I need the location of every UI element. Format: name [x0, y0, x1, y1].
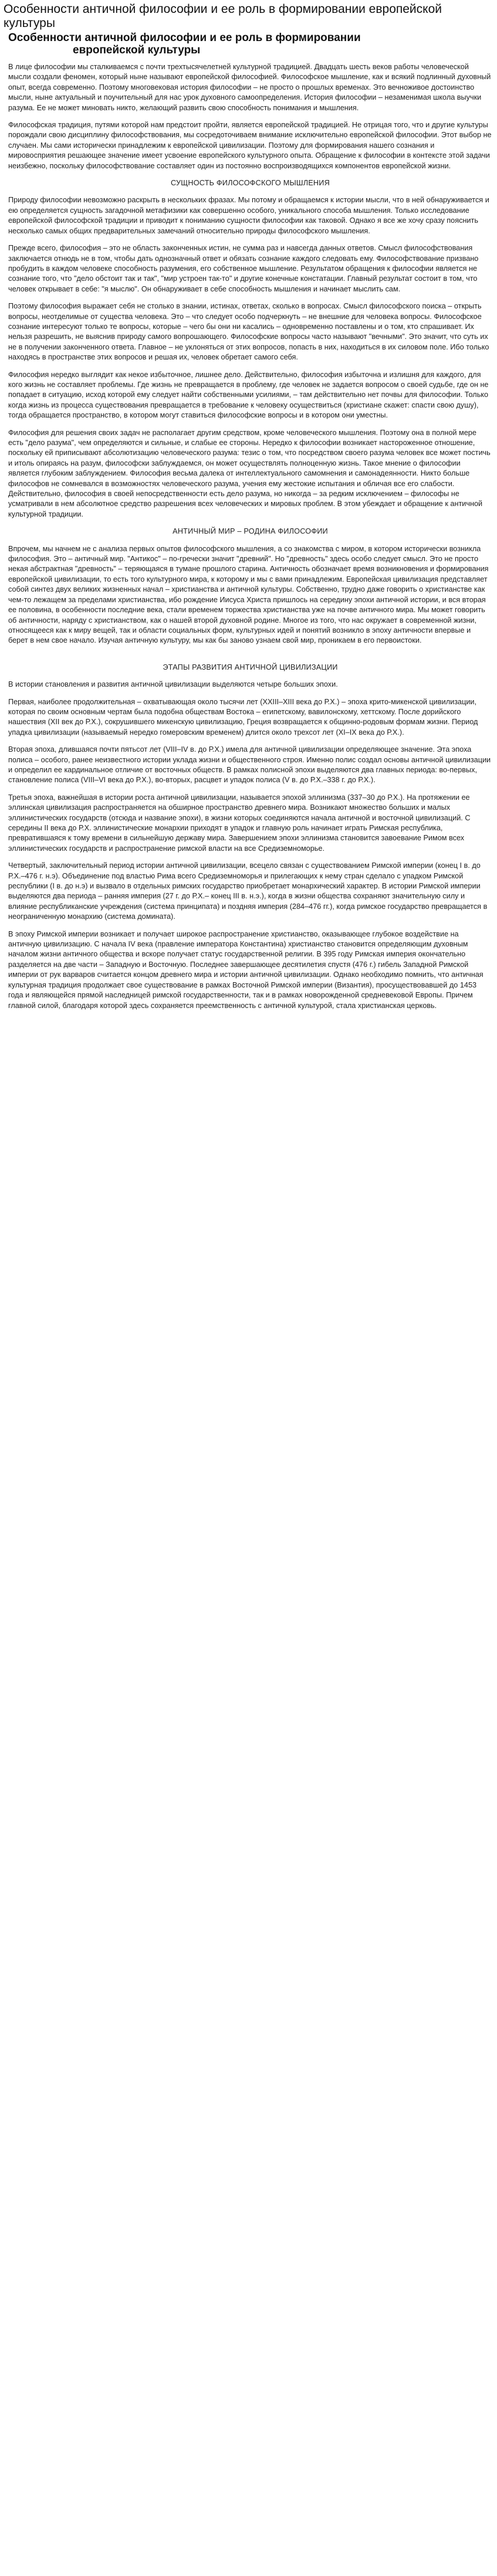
page — [0, 0, 497, 1011]
paragraph: Впрочем, мы начнем не с анализа первых опытов философского мышления, а со знакомства с миром, в котором исторически возникла философия. Это – античный мир. "Антикос" – по-гречески значит "древний". Но "древность" здесь особо следует смысл. Это не просто некая абстрактная "древность" – теряющаяся в тумане прошлого старина. Античность обозначает время возникновения и формирования европейской цивилизации, то есть того культурного мира, к которому и мы с вами принадлежим. Европейская цивилизация представляет собой синтез двух великих жизненных начал – христианства и античной культуры. Собственно, трудно даже говорить о христианстве как чем-то лежащем за пределами христианства, ибо рождение Иисуса Христа пришлось на середину эпохи античной истории, и вся вторая ее половина, в особенности последние века, стали временем торжества христианства уже на почве античного мира. Мы может говорить об античности, наряду с христианством, как о нашей второй духовной родине. Многое из того, что нас окружает в современной жизни, относящееся как к миру вещей, так и области социальных форм, культурных идей и понятий возникло в эпоху античности впервые и берет в нем свое начало. Изучая античную культуру, мы как бы заново узнаем свой мир, проникаем в его первоистоки. — [8, 544, 489, 645]
paragraph: Прежде всего, философия – это не область законченных истин, не сумма раз и навсегда данных ответов. Смысл философствования заключается отнюдь не в том, чтобы дать однозначный ответ и обязать сознание каждого следовать ему. Философствование призвано пробудить в каждом человеке способность разумения, его собственное мышление. Результатом обращения к философии является не сознание того, что "дело обстоит так и так", "мир устроен так-то" и другие конечные констатации. Главный результат состоит в том, что человек открывает в себе: "я мыслю". Он обнаруживает в себе способность мышления и начинает мыслить сам. — [8, 244, 479, 293]
paragraph: Философия нередко выглядит как некое избыточное, лишнее дело. Действительно, философия избыточна и излишня для каждого, для кого жизнь не составляет проблемы. Где жизнь не превращается в проблему, где человек не задается вопросом о своей судьбе, где он не попадает в ситуацию, исход которой ему следует найти собственными усилиями, – там действительно нет почвы для философии. Только когда жизнь из процесса существования превращается в требование к человеку осуществиться (христиане скажет: спасти свою душу), тогда обращается пространство, в котором могут ставиться философские вопросы и в котором они уместны. — [8, 370, 489, 420]
paragraph: Вторая эпоха, длившаяся почти пятьсот лет (VIII–IV в. до Р.Х.) имела для античной цивилизации определяющее значение. Эта эпоха полиса – особого, ранее неизвестного истории уклада жизни и общественного строя. Именно полис создал основы античной цивилизации и определил ее кардинальное отличие от восточных обществ. В рамках полисной эпохи выделяются два главных периода: во-первых, становление полиса (VIII–VI века до Р.Х.), во-вторых, расцвет и упадок полиса (V в. до Р.Х.–338 г. до Р.Х.). — [8, 745, 491, 785]
paragraph: Поэтому философия выражает себя не столько в знании, истинах, ответах, сколько в вопросах. Смысл философского поиска – открыть вопросы, неотделимые от существа человека. Это – что следует особо подчеркнуть – не внешние для человека вопросы. Философское сознание интересуют только те вопросы, которые – чего бы они ни касались – одновременно поставлены и о том, кто спрашивает. Их нельзя разрешить, не выяснив природу самого вопрошающего. Философские вопросы часто называют "вечными". Это значит, что суть их не в получении законченного ответа. Главное – не уклоняться от этих вопросов, попасть в них, находиться в их силовом поле. Ибо только находясь в пространстве этих вопросов и решая их, человек обретает самого себя. — [8, 302, 489, 362]
paragraph: Четвертый, заключительный период истории античной цивилизации, всецело связан с существованием Римской империи (конец I в. до Р.Х.–476 г. н.э). Объединение под властью Рима всего Средиземноморья и прилегающих к нему стран сделало с упадком Римской республики (I в. до н.э) и вызвало в отдельных римских государство приобретает монархический характер. В истории Римской империи выделяются два периода – ранняя империя (27 г. до Р.Х.– конец III в. н.э.), когда в жизни общества сохраняют значительную силу и влияние республиканские учреждения (система принципата) и поздняя империя (284–476 гг.), когда римское государство превращается в неограниченную монархию (система домината). — [8, 861, 488, 921]
paragraph: Природу философии невозможно раскрыть в нескольких фразах. Мы потому и обращаемся к истории мысли, что в ней обнаруживается и ею определяется сущность загадочной метафизики как совершенно особого, уникального способа мышления. Только исследование европейской философской традиции и приводит к пониманию сущности философии как таковой. Однако я все же хочу сразу пояснить несколько самых общих предварительных замечаний относительно природы философского мышления. — [8, 196, 489, 235]
article-title — [8, 32, 492, 56]
paragraph: В лице философии мы сталкиваемся с почти трехтысячелетней культурной традицией. Двадцать шесть веков работы человеческой мысли создали феномен, который ныне называют европейской философией. Философское мышление, как и всякий подлинный духовный опыт, всегда современно. Поэтому многовековая история философии – не просто о прошлых временах. Это вечноживое достоинство мысли, ныне актуальный и поучительный для нас урок духовного самоопределения. История философии – незаменимая школа выучки разума. Ее не может миновать никто, желающий развить свою способность понимания и мышления. — [8, 63, 491, 112]
paragraph: Философия для решения своих задач не располагает другим средством, кроме человеческого мышления. Поэтому она в полной мере есть "дело разума", чем определяются и сильные, и слабые ее стороны. Нередко к философии возникает настороженное отношение, поскольку ей приписывают абсолютизацию человеческого разума: тезис о том, что посредством своего разума человек все может постичь и итоль опираясь на разум, философски заблуждаемся, он может осуществлять полноценную жизнь. Такое мнение о философии является глубоким заблуждением. Философия весьма далека от интеллектуального самомнения и самонадеянности. Никто больше философов не сомневался в возможностях человеческого разума, учения ему жестокие испытания и обличая все его слабости. Действительно, философия в своей непосредственности есть дело разума, но никогда – за редким исключением – философы не усматривали в нем абсолютное средство разрешения всех человеческих и мировых проблем. В этом убеждает и обращение к античной культурной традиции. — [8, 428, 491, 518]
paragraph: Философская традиция, путями которой нам предстоит пройти, является европейской традицией. Не отрицая того, что и другие культуры порождали свою дисциплину философствования, мы сосредоточиваем внимание исключительно европейской философии. Этот выбор не случаен. Мы сами исторически принадлежим к европейской цивилизации. Поэтому для формирования нашего сознания и мировосприятия решающее значение имеет усвоение европейского культурного опыта. Обращение к философии в контексте этой задачи неизбежно, поскольку философствование составляет один из постоянно воспроизводящихся компонентов европейской жизни. — [8, 121, 492, 170]
article — [4, 32, 492, 1011]
paragraph: Первая, наиболее продолжительная – охватывающая около тысячи лет (XXIII–XIII века до Р.Х.) – эпоха крито-микенской цивилизации, которая по своим основным чертам была подобна обществам Востока – египетскому, вавилонскому, хеттскому. После дорийского нашествия (XII век до Р.Х.), сокрушившего микенскую цивилизацию, Греция возвращается к общинно-родовым формам жизни. Период упадка цивилизации (называемый нередко гомеровским временем) длится около трехсот лет (XI–IX века до Р.Х.). — [8, 697, 478, 737]
section-heading: АНТИЧНЫЙ МИР – РОДИНА ФИЛОСОФИИ — [173, 527, 328, 536]
article-title-line-1: Особенности античной философии и ее роль в формировании — [8, 32, 361, 44]
article-body — [8, 62, 492, 1011]
spacer — [8, 653, 492, 659]
paragraph: В истории становления и развития античной цивилизации выделяются четыре больших эпохи. — [8, 680, 338, 689]
section-heading: ЭТАПЫ РАЗВИТИЯ АНТИЧНОЙ ЦИВИЛИЗАЦИИ — [163, 663, 338, 671]
paragraph: Третья эпоха, важнейшая в истории роста античной цивилизации, называется эпохой эллинизма (337–30 до Р.Х.). На протяжении ее эллинская цивилизация распространяется на обширное пространство древнего мира. Возникают множество больших и малых эллинистических государств (отсюда и название эпохи), в жизни которых соединяются начала античной и восточной цивилизаций. С середины II века до Р.Х. эллинистические монархии приходят в упадок и главную роль начинает играть Римская республика, превратившаяся к тому времени в сильнейшую державу мира. Завершением эпохи эллинизма становится завоевание Римом всех эллинистических государств и распространение римской власти на все Средиземноморье. — [8, 793, 471, 853]
page-title: Особенности античной философии и ее роль в формировании европейской культуры — [4, 2, 442, 30]
section-heading: СУЩНОСТЬ ФИЛОСОФСКОГО МЫШЛЕНИЯ — [171, 179, 330, 188]
paragraph: В эпоху Римской империи возникает и получает широкое распространение христианство, оказывающее глубокое воздействие на античную цивилизацию. С начала IV века (правление императора Константина) христианство становится определяющим духовным началом жизни античного общества и вскоре получает статус государственной религии. В 395 году Римская империя окончательно разделяется на две части – Западную и Восточную. Последнее завершающее десятилетия спустя (476 г.) гибель Западной Римской империи от рук варваров считается концом древнего мира и истории античной цивилизации. Однако необходимо помнить, что античная культурная традиция продолжает свое существование в рамках Восточной Римской империи (Византия), просуществовавшей до 1453 года и являющейся прямой наследницей римской государственности, так и в рамках новорожденной средневековой Европы. Причем главной силой, благодаря которой здесь сохраняется преемственность с античной культурой, стала христианская церковь. — [8, 929, 484, 1010]
article-title-line-2: европейской культуры — [73, 44, 201, 56]
